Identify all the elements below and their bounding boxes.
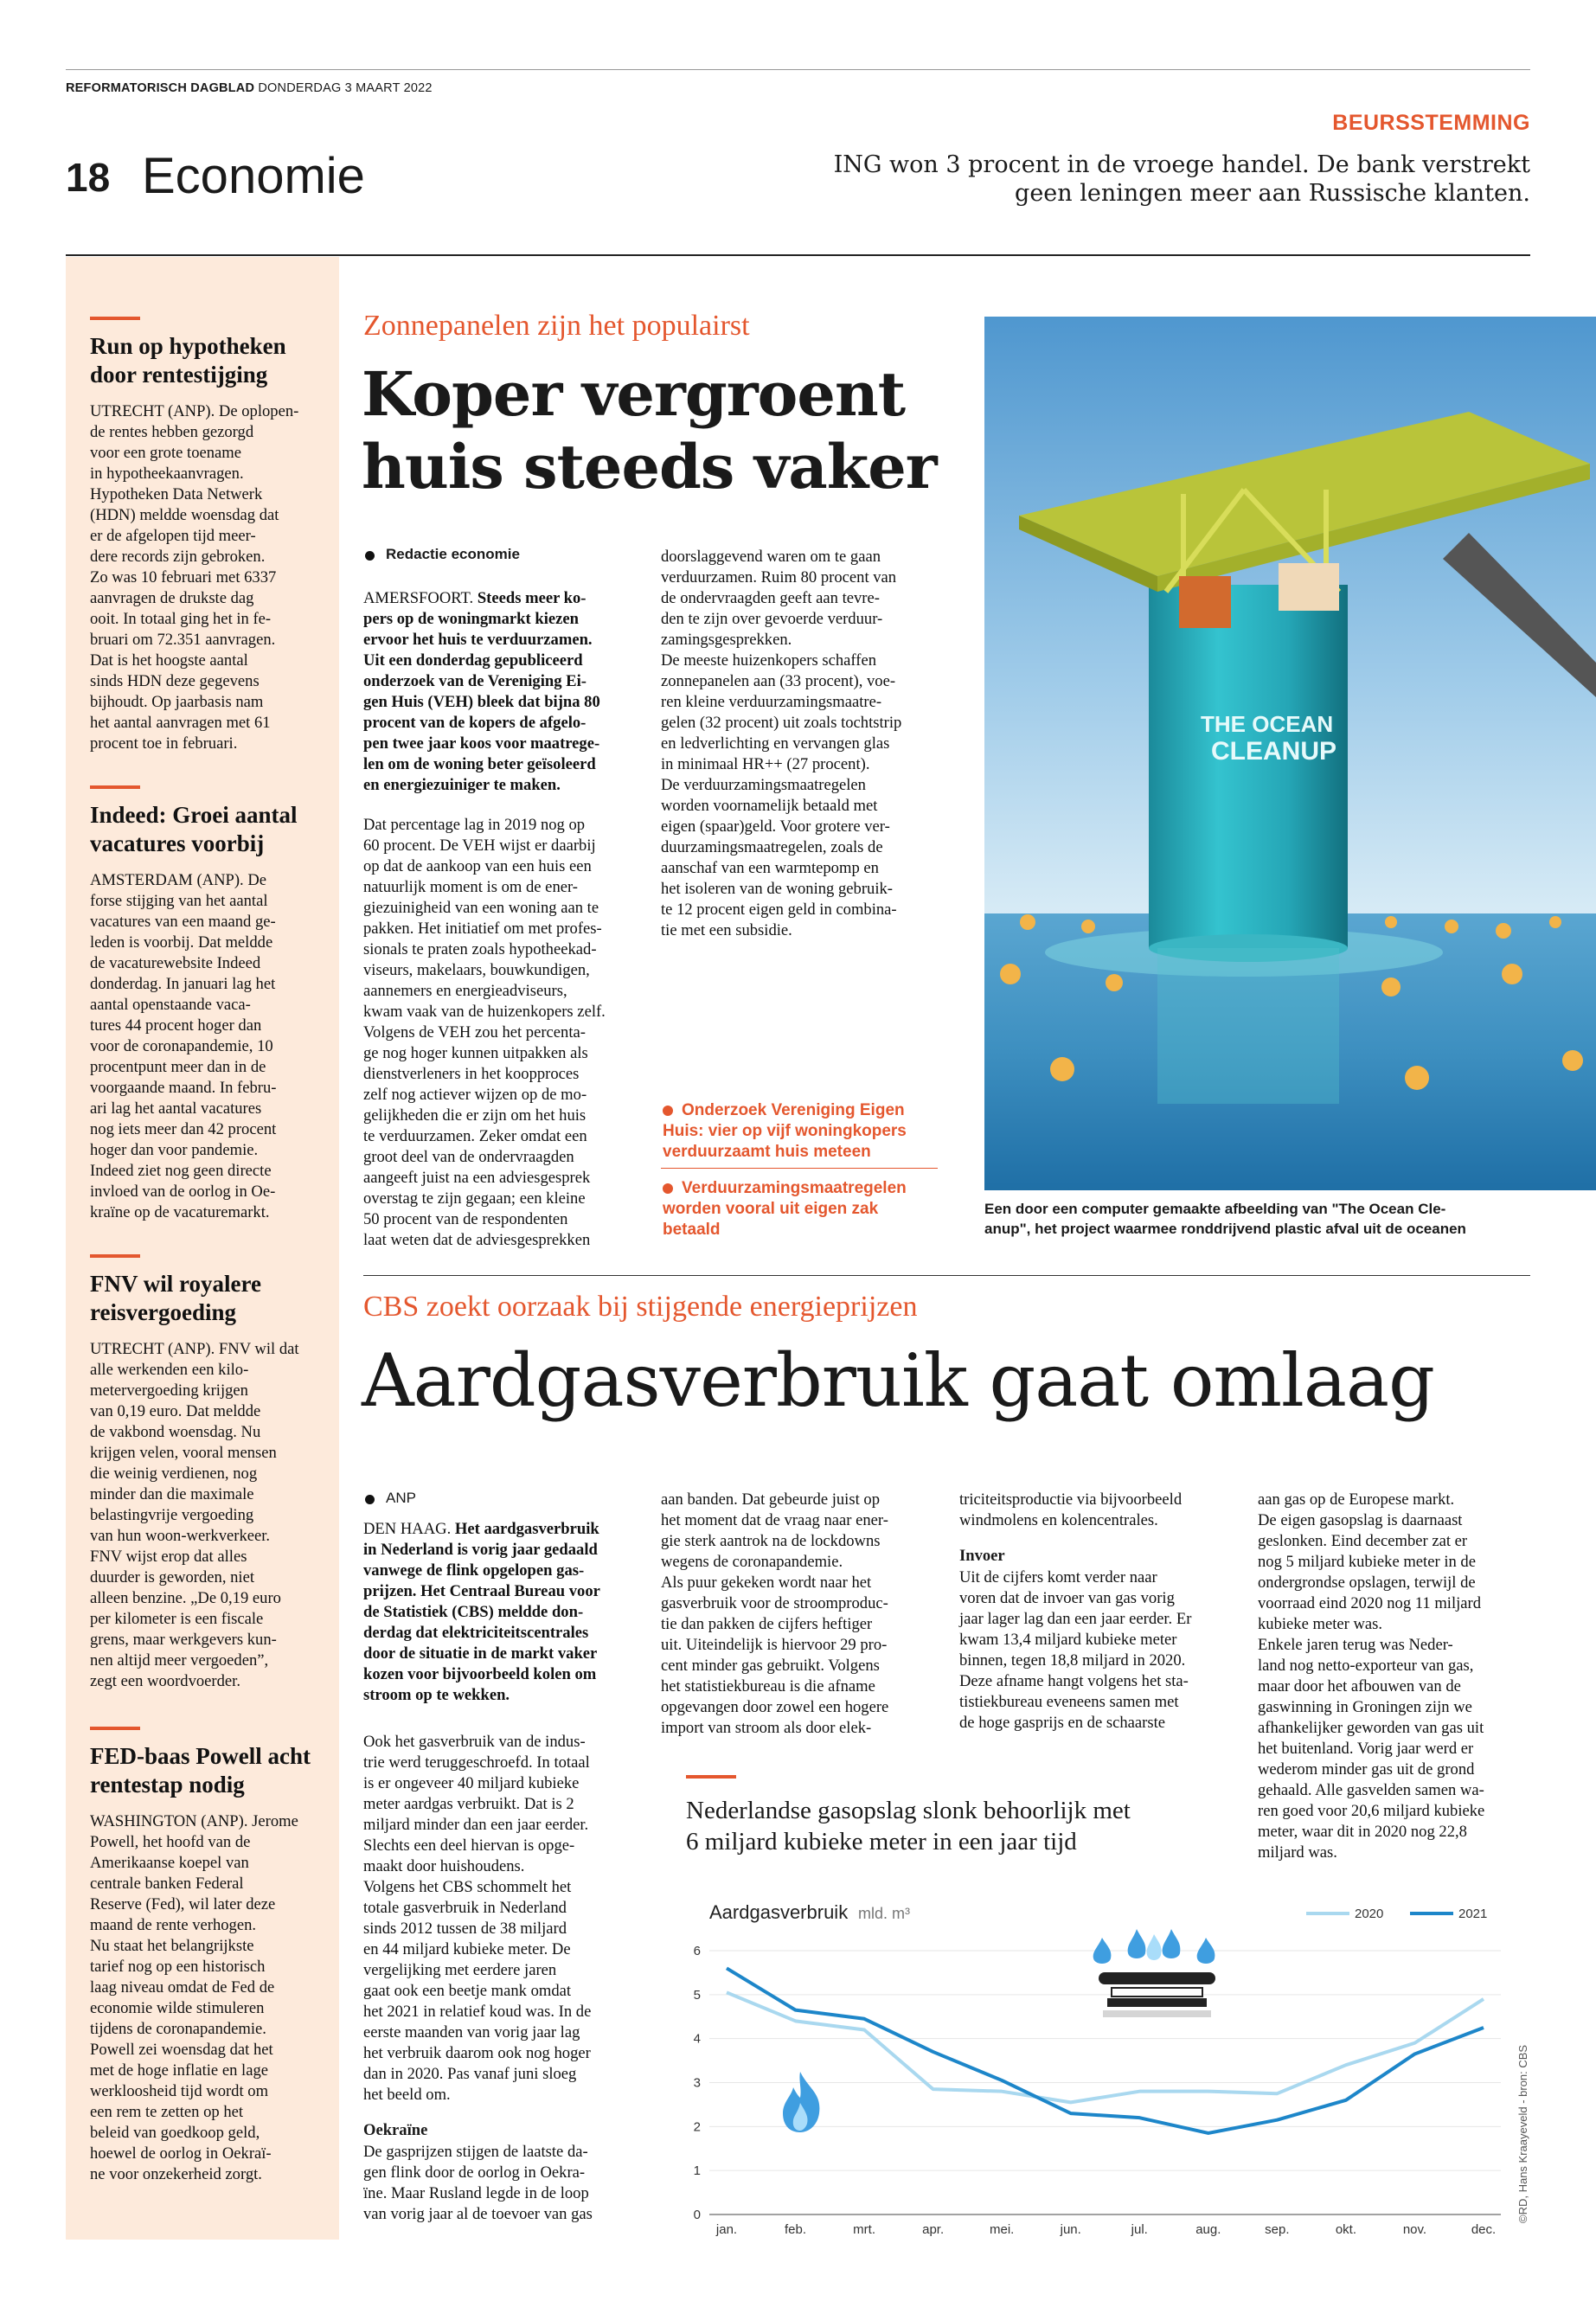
subhead-invoer: Invoer [959, 1547, 1005, 1565]
article1-lead-text: Steeds meer ko- pers op de woningmarkt kiezen ervoor het huis te verduurzamen. Uit een donderdag gepubliceerd onderzoek van de Vereniging Ei- gen Huis (VEH) bleek dat bijna 80 procent van de kopers de afgelo- pen twee jaar koos voor maatrege- len om de woning beter geïsoleerd en energiezuiniger te maken. [363, 589, 600, 794]
x-tick-label: sep. [1265, 2222, 1290, 2237]
sidebar-body: AMSTERDAM (ANP). De forse stijging van het aantal vacatures van een maand ge- leden is voorbij. Dat meldde de vacaturewebsite Indeed donderdag. In januari lag het aantal openstaande vaca- tures 44 procent hoger dan voor de coronapandemie, 10 procentpunt meer dan in de voorgaande maand. In febru- ari lag het aantal vacatures nog iets meer dan 42 procent hoger dan voor pandemie. Indeed ziet nog geen directe invloed van de oorlog in Oe- kraïne op de vacaturemarkt. [90, 871, 277, 1221]
byline-bullet [365, 1495, 375, 1504]
chart-legend [1306, 1907, 1487, 1921]
gas-burner-icon [1093, 1929, 1215, 2017]
article2-byline: ANP [386, 1490, 416, 1506]
infographic-title-line2: 6 miljard kubieke meter in een jaar tijd [686, 1828, 1077, 1856]
article1-dateline: AMERSFOORT. [363, 589, 474, 607]
article2-col1b: De gasprijzen stijgen de laatste da- gen flink door de oorlog in Oekra- ïne. Maar Rusland legde in de loop van vorig jaar al de toevoer van gas [363, 2143, 593, 2223]
article2-lead [363, 1519, 649, 1706]
article2-col1: Ook het gasverbruik van de indus- trie werd teruggeschroefd. In totaal is er ongeveer 40 miljard kubieke meter aardgas verbruikt. Dat is 2 miljard minder dan een jaar eerder. Slechts een deel hiervan is opge- maakt door huishoudens. Volgens het CBS schommelt het totale gasverbruik in Nederland sinds 2012 tussen de 38 miljard en 44 miljard kubieke meter. De vergelijking met eerdere jaren gaat ook een beetje mank omdat het 2021 in relatief koud was. In de eerste maanden van vorig jaar lag het verbruik daarom ook nog hoger dan in 2020. Pas vanaf juni sloeg het beeld om. [363, 1733, 592, 2104]
beursstemming-label: BEURSSTEMMING [1332, 111, 1530, 135]
sidebar-body: UTRECHT (ANP). FNV wil dat alle werkenden een kilo- metervergoeding krijgen van 0,19 euro. Dat meldde de vakbond woensdag. Nu krijgen velen, vooral mensen die weinig verdienen, nog minder dan die maximale belastingvrije vergoeding van hun woon-werkverkeer. FNV wijst erop dat alles duurder is geworden, niet alleen benzine. „De 0,19 euro per kilometer is een fiscale grens, maar werkgevers kun- nen altijd meer vergoeden”, zegt een woordvoerder. [90, 1340, 299, 1690]
flame-icon [783, 2072, 819, 2132]
article2-col4: aan gas op de Europese markt. De eigen gasopslag is daarnaast geslonken. Eind december zat er nog 5 miljard kubieke meter in de ondergrondse opslagen, terwijl de voorraad eind 2020 nog 11 miljard kubieke meter was. Enkele jaren terug was Neder- land nog netto-exporteur van gas, maar door het afbouwen van de gaswinning in Groningen zijn we afhankelijker geworden van gas uit het buitenland. Vorig jaar werd er wederom minder gas uit de grond gehaald. Alle gasvelden samen wa- ren goed voor 20,6 miljard kubieke meter, waar dit in 2020 nog 22,8 miljard was. [1258, 1490, 1485, 1862]
series-line-2021 [727, 1968, 1484, 2133]
y-tick-label: 5 [693, 1987, 701, 2003]
headline-line1: Koper vergroent [362, 358, 906, 430]
sidebar-dash [90, 317, 140, 320]
article2-col2: aan banden. Dat gebeurde juist op het moment dat de vraag naar ener- gie sterk aantrok na de lockdowns wegens de coronapandemie. Als puur gekeken wordt naar het gasverbruik voor de stroomproduc- tie dan pakken de cijfers heftiger uit. Uiteindelijk is hiervoor 29 pro- cent minder gas gebruikt. Volgens het statistiekbureau is die afname opgevangen door zowel een hogere import van stroom als door elek- [661, 1490, 889, 1737]
chart-y-axis [694, 1944, 701, 2222]
x-tick-label: okt. [1335, 2222, 1357, 2237]
header-rule [66, 254, 1530, 256]
byline-bullet [365, 551, 375, 561]
headline-line2: huis steeds vaker [362, 431, 937, 503]
y-tick-label: 0 [693, 2208, 701, 2222]
article2-col3: triciteitsproductie via bijvoorbeeld windmolens en kolencentrales. [959, 1490, 1183, 1529]
pull-quote-2: Verduurzamingsmaatregelen worden vooral uit eigen zak betaald [663, 1179, 907, 1239]
pull-quote-1: Onderzoek Vereniging Eigen Huis: vier op vijf woningkopers verduurzaamt huis meteen [663, 1101, 907, 1161]
sidebar-body: WASHINGTON (ANP). Jerome Powell, het hoofd van de Amerikaanse koepel van centrale banken Federal Reserve (Fed), wil later deze maand de rente verhogen. Nu staat het belangrijkste tarief nog op een historisch laag niveau omdat de Fed de economie wilde stimuleren tijdens de coronapandemie. Powell zei woensdag dat het met de hoge inflatie en lage werkloosheid tijd wordt om een rem te zetten op het beleid van goedkoop geld, hoewel de oorlog in Oekraï- ne voor onzekerheid zorgt. [90, 1812, 298, 2183]
sidebar-title: FED-baas Powell acht rentestap nodig [90, 1743, 311, 1798]
x-tick-label: dec. [1471, 2222, 1497, 2237]
photo-caption [984, 1199, 1596, 1239]
sidebar-dash [90, 785, 140, 789]
sidebar-title: Indeed: Groei aantal vacatures voorbij [90, 802, 298, 856]
y-tick-label: 4 [693, 2031, 701, 2047]
article1-kicker: Zonnepanelen zijn het populairst [363, 310, 750, 342]
chart-x-axis [715, 2222, 1496, 2237]
page-number: 18 [66, 155, 111, 200]
chart-lines [727, 1968, 1484, 2133]
caption-line1: Een door een computer gemaakte afbeelding van "The Ocean Cle- [984, 1201, 1446, 1217]
article1-lead [363, 588, 640, 796]
quote-divider [661, 1168, 938, 1169]
chart-credit: ©RD, Hans Kraayeveld - bron: CBS [1516, 2044, 1529, 2223]
sidebar-title: FNV wil royalere reisvergoeding [90, 1271, 261, 1325]
x-tick-label: nov. [1402, 2222, 1427, 2237]
legend-label: 2020 [1355, 1907, 1384, 1921]
x-tick-label: mrt. [853, 2222, 876, 2237]
article2-col3b: Uit de cijfers komt verder naar voren dat de invoer van gas vorig jaar lager lag dan een jaar eerder. Er kwam 13,4 miljard kubieke meter binnen, tegen 18,8 miljard in 2020. Deze afname hangt volgens het sta- tistiekbureau eveneens samen met de hoge gasprijs en de schaarste [959, 1568, 1192, 1732]
ocean-cleanup-photo [984, 317, 1596, 1190]
article-divider [363, 1275, 1530, 1276]
article2-headline: Aardgasverbruik gaat omlaag [362, 1338, 1434, 1423]
infographic-title-line1: Nederlandse gasopslag slonk behoorlijk met [686, 1797, 1131, 1824]
x-tick-label: mei. [990, 2222, 1015, 2237]
sidebar-dash [90, 1254, 140, 1258]
article1-col2: doorslaggevend waren om te gaan verduurzamen. Ruim 80 procent van de ondervraagden geeft aan tevre- den te zijn over gevoerde verduur- zamingsgesprekken. De meeste huizenkopers schaffen zonnepanelen aan (33 procent), voe- ren kleine verduurzamingsmaatre- gelen (32 procent) uit zoals tochtstrip en ledverlichting en vervangen glas in minimaal HR++ (27 procent). De verduurzamingsmaatregelen worden voornamelijk betaald met eigen (spaar)geld. Voor grotere ver- duurzamingsmaatregelen, zoals de aanschaf van een warmtepomp en het isoleren van de woning gebruik- te 12 procent eigen geld in combina- tie met een subsidie. [661, 548, 902, 939]
section-title: Economie [142, 148, 365, 204]
sidebar-title: Run op hypotheken door rentestijging [90, 333, 286, 388]
x-tick-label: jan. [715, 2222, 738, 2237]
y-tick-label: 3 [693, 2075, 701, 2091]
article1-headline [362, 358, 937, 503]
chart-unit: mld. m³ [858, 1905, 910, 1922]
y-tick-label: 6 [693, 1944, 701, 1958]
y-tick-label: 1 [693, 2163, 701, 2179]
top-rule [66, 69, 1530, 70]
x-tick-label: jun. [1060, 2222, 1081, 2237]
photo-illustration [984, 317, 1596, 1190]
gas-consumption-chart [683, 1894, 1548, 2240]
subhead-oekraine: Oekraïne [363, 2121, 428, 2139]
x-tick-label: jul. [1131, 2222, 1148, 2237]
chart-gridlines [709, 1951, 1501, 2214]
legend-label: 2021 [1458, 1907, 1488, 1921]
article2-lead-text: Het aardgasverbruik in Nederland is vorig jaar gedaald vanwege de flink opgelopen gas- prijzen. Het Centraal Bureau voor de Statistiek (CBS) meldde don- derdag dat elektriciteitscentrales door de situatie in de markt vaker kozen voor bijvoorbeeld kolen om stroom op te wekken. [363, 1520, 600, 1704]
beurs-line2: geen leningen meer aan Russische klanten. [1015, 180, 1530, 207]
x-tick-label: feb. [785, 2222, 807, 2237]
chart-title: Aardgasverbruik [709, 1901, 849, 1923]
article2-kicker: CBS zoekt oorzaak bij stijgende energieprijzen [363, 1291, 918, 1323]
photo-logo-line1: THE OCEAN [1201, 711, 1334, 737]
beursstemming-text [752, 151, 1530, 208]
article1-byline: Redactie economie [386, 546, 520, 562]
beurs-line1: ING won 3 procent in de vroege handel. De bank verstrekt [833, 151, 1530, 178]
y-tick-label: 2 [693, 2119, 701, 2135]
sidebar-body: UTRECHT (ANP). De oplopen- de rentes hebben gezorgd voor een grote toename in hypotheekaanvragen. Hypotheken Data Netwerk (HDN) meldde woensdag dat er de afgelopen tijd meer- dere records zijn gebroken. Zo was 10 februari met 6337 aanvragen de drukste dag ooit. In totaal ging het in fe- bruari om 72.351 aanvragen. Dat is het hoogste aantal sinds HDN deze gegevens bijhoudt. Op jaarbasis nam het aantal aanvragen met 61 procent toe in februari. [90, 402, 299, 753]
photo-logo-line2: CLEANUP [1211, 737, 1337, 766]
x-tick-label: apr. [922, 2222, 945, 2237]
sidebar-dash [90, 1727, 140, 1730]
infographic-dash [686, 1775, 736, 1779]
x-tick-label: aug. [1195, 2222, 1221, 2237]
article2-dateline: DEN HAAG. [363, 1520, 452, 1538]
infographic-title [686, 1795, 1131, 1857]
masthead-line [66, 81, 433, 95]
paper-date: DONDERDAG 3 MAART 2022 [258, 81, 433, 95]
article1-col1: Dat percentage lag in 2019 nog op 60 procent. De VEH wijst er daarbij op dat de aankoop van een huis een natuurlijk moment is om de ener- giezuinigheid van een woning aan te pakken. Het initiatief om met profes- sionals te praten zoals hypotheekad- viseurs, makelaars, bouwkundigen, aannemers en energieadviseurs, kwam vaak van de huizenkopers zelf. Volgens de VEH zou het percenta- ge nog hoger kunnen uitpakken als dienstverleners in het koopproces zelf nog actiever wijzen op de mo- gelijkheden die er zijn om het huis te verduurzamen. Zeker omdat een groot deel van de ondervraagden aangeeft juist na een adviesgesprek overstag te zijn gegaan; een kleine 50 procent van de respondenten laat weten dat de adviesgesprekken [363, 816, 606, 1249]
caption-line2: anup", het project waarmee ronddrijvend plastic afval uit de oceanen [984, 1221, 1466, 1237]
paper-name: REFORMATORISCH DAGBLAD [66, 81, 255, 95]
